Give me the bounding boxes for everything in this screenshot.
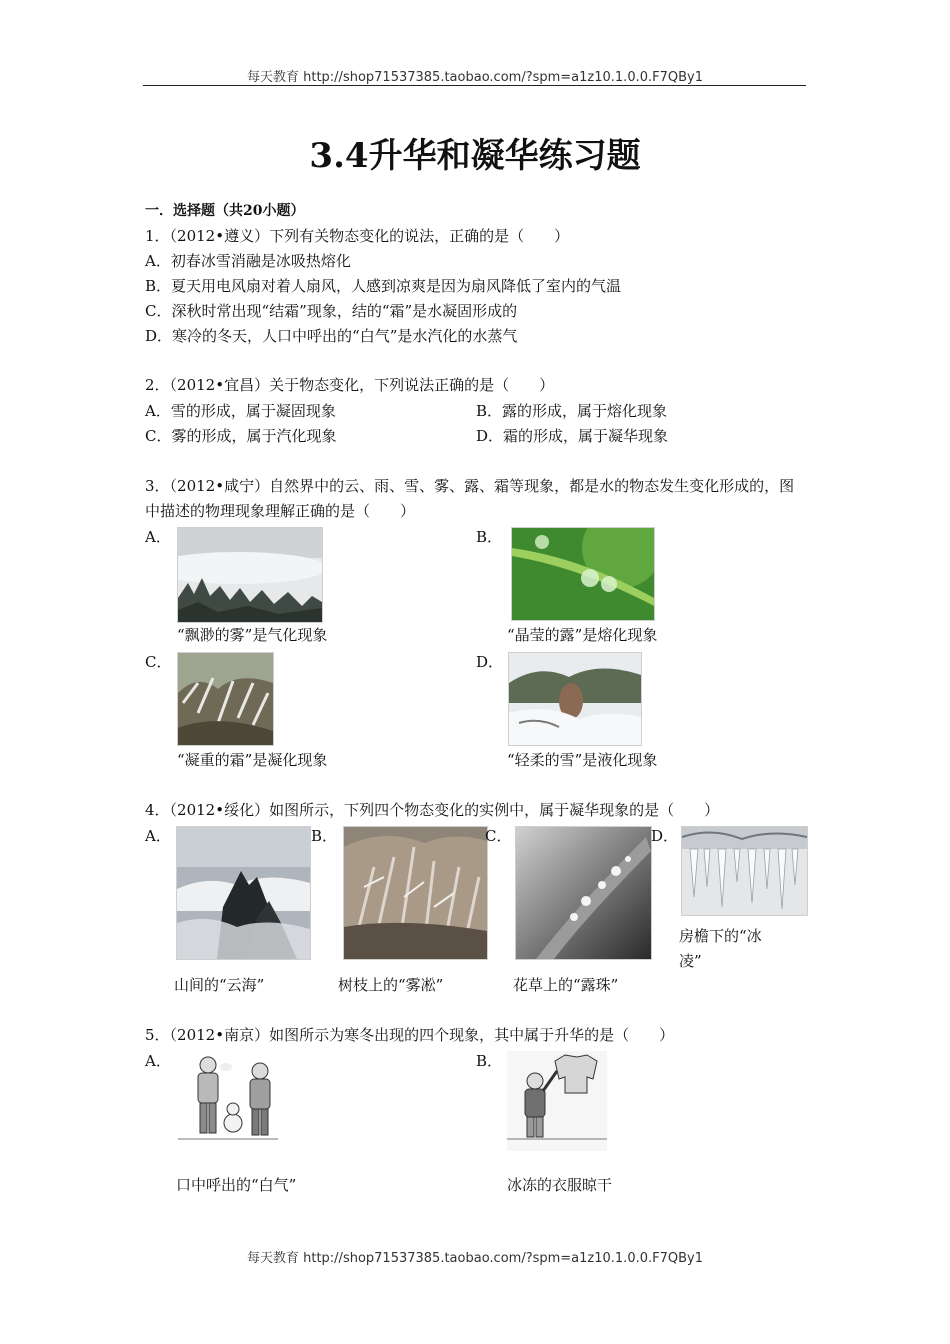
cloud-sea-image xyxy=(176,826,311,960)
q3-label-d: D． xyxy=(476,653,504,671)
q4-label-a: A． xyxy=(145,827,171,845)
page-header: 每天教育 http://shop71537385.taobao.com/?spm=a1z10.1.0.0.F7QBy1 xyxy=(246,70,703,85)
dew-drops-image xyxy=(515,826,652,960)
q3-caption-b: “晶莹的露”是熔化现象 xyxy=(507,626,658,644)
q2-option-d: D．霜的形成，属于凝华现象 xyxy=(476,427,669,445)
q1-option-d: D．寒冷的冬天，人口中呼出的“白气”是水汽化的水蒸气 xyxy=(145,327,518,345)
section-heading: 一．选择题（共20小题） xyxy=(145,203,305,219)
fog-image xyxy=(177,527,323,623)
q4-caption-d-line2: 凌” xyxy=(679,952,702,970)
page-footer: 每天教育 http://shop71537385.taobao.com/?spm=a1z10.1.0.0.F7QBy1 xyxy=(246,1251,703,1266)
q5-label-b: B． xyxy=(476,1052,503,1070)
q3-stem-line2: 中描述的物理现象理解正确的是（ ） xyxy=(145,502,416,520)
q1-option-a: A．初春冰雪消融是冰吸热熔化 xyxy=(145,252,351,270)
q3-label-b: B． xyxy=(476,528,503,546)
q3-label-c: C． xyxy=(145,653,172,671)
q2-option-a: A．雪的形成，属于凝固现象 xyxy=(145,402,336,420)
q3-label-a: A． xyxy=(145,528,171,546)
q4-caption-d-line1: 房檐下的“冰 xyxy=(679,927,762,945)
q4-caption-a: 山间的“云海” xyxy=(174,976,265,994)
q1-stem: 1．（2012•遵义）下列有关物态变化的说法，正确的是（ ） xyxy=(145,227,570,245)
q2-option-c: C．雾的形成，属于汽化现象 xyxy=(145,427,337,445)
q2-option-b: B．露的形成，属于熔化现象 xyxy=(476,402,668,420)
q4-caption-b: 树枝上的“雾凇” xyxy=(338,976,444,994)
q4-label-b: B． xyxy=(311,827,338,845)
q4-label-c: C． xyxy=(485,827,512,845)
q2-stem: 2．（2012•宜昌）关于物态变化，下列说法正确的是（ ） xyxy=(145,376,555,394)
q5-caption-a: 口中呼出的“白气” xyxy=(176,1176,297,1194)
snow-image xyxy=(508,652,642,746)
q4-caption-c: 花草上的“露珠” xyxy=(513,976,619,994)
q3-stem-line1: 3．（2012•咸宁）自然界中的云、雨、雪、雾、露、霜等现象，都是水的物态发生变化形成的，图 xyxy=(145,477,795,495)
q3-caption-d: “轻柔的雪”是液化现象 xyxy=(507,751,658,769)
q5-stem: 5．（2012•南京）如图所示为寒冬出现的四个现象，其中属于升华的是（ ） xyxy=(145,1026,675,1044)
dew-image xyxy=(511,527,655,621)
q4-label-d: D． xyxy=(651,827,679,845)
frost-image xyxy=(177,652,274,746)
q5-label-a: A． xyxy=(145,1052,171,1070)
breath-cartoon-image xyxy=(178,1051,278,1151)
header-rule xyxy=(143,85,806,86)
page-title: 3.4升华和凝华练习题 xyxy=(309,136,641,176)
q3-caption-c: “凝重的霜”是凝化现象 xyxy=(177,751,328,769)
rime-image xyxy=(343,826,488,960)
q5-caption-b: 冰冻的衣服晾干 xyxy=(507,1176,613,1194)
drying-clothes-cartoon-image xyxy=(507,1051,607,1151)
q4-stem: 4．（2012•绥化）如图所示，下列四个物态变化的实例中，属于凝华现象的是（ ） xyxy=(145,801,720,819)
q3-caption-a: “飘渺的雾”是气化现象 xyxy=(177,626,328,644)
icicle-image xyxy=(681,826,808,916)
q1-option-b: B．夏天用电风扇对着人扇风，人感到凉爽是因为扇风降低了室内的气温 xyxy=(145,277,622,295)
q1-option-c: C．深秋时常出现“结霜”现象，结的“霜”是水凝固形成的 xyxy=(145,302,518,320)
